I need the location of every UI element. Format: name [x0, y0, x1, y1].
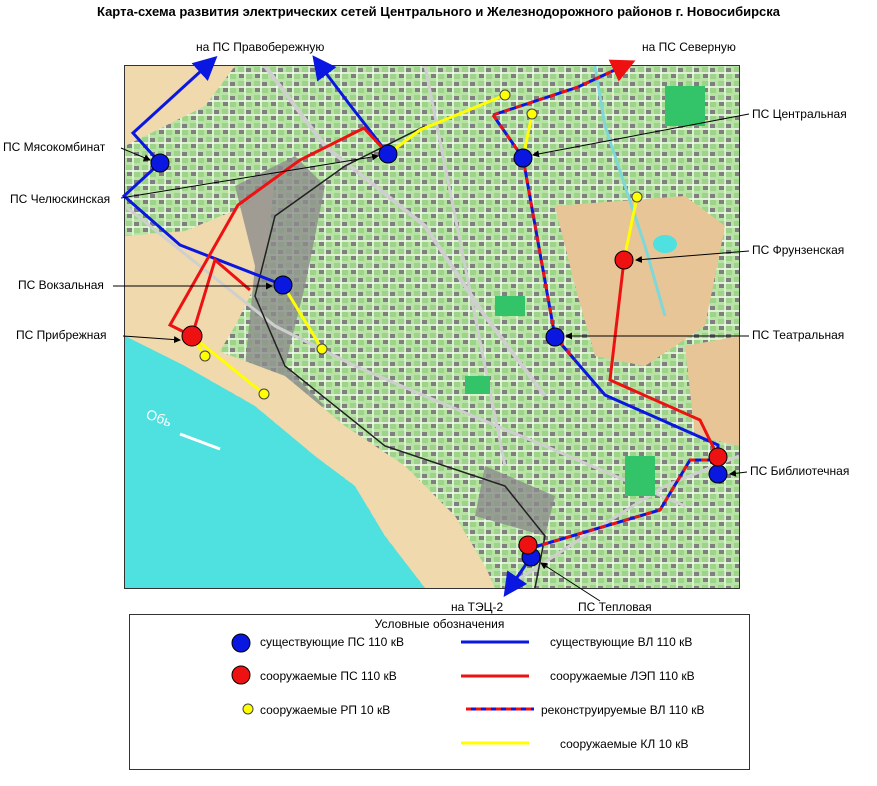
direction-severnaya: на ПС Северную — [642, 40, 736, 54]
legend-rp-symbol — [243, 704, 253, 714]
legend-title: Условные обозначения — [374, 617, 505, 631]
legend-planned-rp: сооружаемые РП 10 кВ — [260, 703, 391, 717]
label-ps-bibliotechnaya: ПС Библиотечная — [750, 464, 850, 478]
river-label: Обь — [143, 405, 175, 430]
direction-pravoberezhnaya: на ПС Правобережную — [196, 40, 325, 54]
legend-existing-ps-symbol — [232, 634, 250, 652]
legend-existing-vl: существующие ВЛ 110 кВ — [550, 635, 693, 649]
label-ps-pribrezhnaya: ПС Прибрежная — [16, 328, 107, 342]
legend-existing-ps: существующие ПС 110 кВ — [260, 635, 404, 649]
map-title: Карта-схема развития электрических сетей Центрального и Железнодорожного районов г. Новосибирска — [96, 4, 780, 19]
direction-tec2: на ТЭЦ-2 — [451, 600, 504, 614]
legend — [129, 614, 750, 770]
label-ps-frunzenskaya: ПС Фрунзенская — [752, 243, 845, 257]
map-base — [125, 66, 739, 588]
legend-planned-kl: сооружаемые КЛ 10 кВ — [560, 737, 689, 751]
label-ps-teatralnaya: ПС Театральная — [752, 328, 845, 342]
map-area[interactable] — [124, 65, 740, 589]
label-ps-myasokombinat: ПС Мясокомбинат — [3, 140, 106, 154]
legend-planned-ps-symbol — [232, 666, 250, 684]
legend-planned-ps: сооружаемые ПС 110 кВ — [260, 669, 397, 683]
legend-reconstructed-vl: реконструируемые ВЛ 110 кВ — [541, 703, 705, 717]
legend-planned-lep: сооружаемые ЛЭП 110 кВ — [550, 669, 695, 683]
label-ps-chelyuskinskaya: ПС Челюскинская — [10, 192, 111, 206]
label-ps-teplovaya: ПС Тепловая — [578, 600, 652, 614]
label-ps-vokzalnaya: ПС Вокзальная — [18, 278, 104, 292]
label-ps-centralnaya: ПС Центральная — [752, 107, 847, 121]
